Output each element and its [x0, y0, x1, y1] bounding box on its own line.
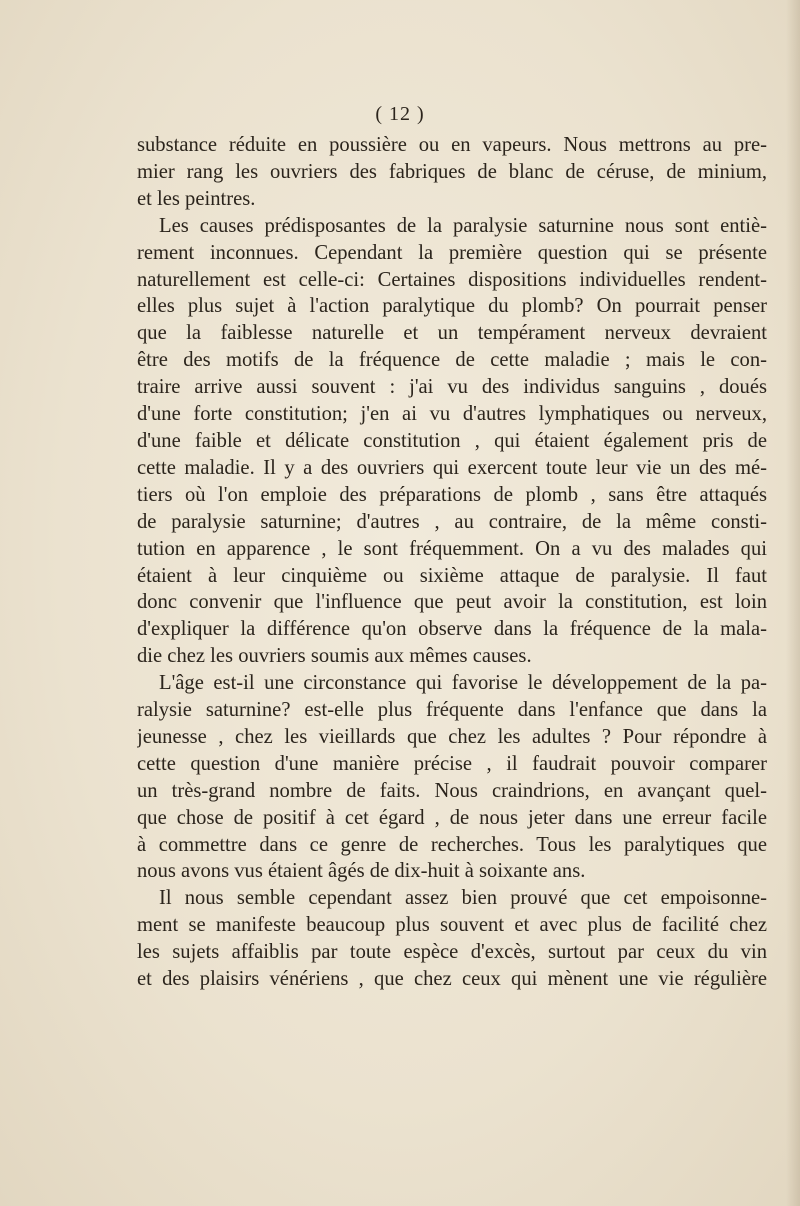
text-line: donc convenir que l'influence que peut avoir la constitution, est loin [137, 591, 767, 614]
text-line: mier rang les ouvriers des fabriques de blanc de céruse, de minium, [137, 160, 767, 183]
text-line: nous avons vus étaient âgés de dix-huit à soixante ans. [137, 860, 586, 883]
body-text [137, 132, 767, 993]
text-line: L'âge est-il une circonstance qui favorise le développement de la pa- [159, 672, 767, 695]
text-line: que la faiblesse naturelle et un tempérament nerveux devraient [137, 322, 767, 345]
text-line: traire arrive aussi souvent : j'ai vu des individus sanguins , doués [137, 376, 767, 399]
text-line: être des motifs de la fréquence de cette maladie ; mais le con- [137, 349, 767, 372]
text-line: tution en apparence , le sont fréquemment. On a vu des malades qui [137, 537, 767, 560]
page-number: ( 12 ) [375, 103, 425, 125]
text-line: les sujets affaiblis par toute espèce d'excès, surtout par ceux du vin [137, 941, 767, 964]
text-line: die chez les ouvriers soumis aux mêmes causes. [137, 645, 532, 668]
text-line: cette maladie. Il y a des ouvriers qui exercent toute leur vie un des mé- [137, 456, 767, 479]
text-line: d'une faible et délicate constitution , qui étaient également pris de [137, 429, 767, 452]
text-line: ment se manifeste beaucoup plus souvent et avec plus de facilité chez [137, 914, 767, 937]
text-line: elles plus sujet à l'action paralytique du plomb? On pourrait penser [137, 295, 767, 318]
text-line: substance réduite en poussière ou en vapeurs. Nous mettrons au pre- [137, 134, 767, 156]
text-line: que chose de positif à cet égard , de nous jeter dans une erreur facile [137, 806, 767, 829]
text-line: jeunesse , chez les vieillards que chez les adultes ? Pour répondre à [137, 725, 767, 748]
text-line: rement inconnues. Cependant la première question qui se présente [137, 241, 767, 264]
text-line: et des plaisirs vénériens , que chez ceux qui mènent une vie régulière [137, 968, 767, 991]
text-line: tiers où l'on emploie des préparations de plomb , sans être attaqués [137, 483, 767, 506]
text-line: un très-grand nombre de faits. Nous craindrions, en avançant quel- [137, 779, 767, 802]
text-line: naturellement est celle-ci: Certaines dispositions individuelles rendent- [137, 268, 767, 291]
text-line: de paralysie saturnine; d'autres , au contraire, de la même consti- [137, 510, 767, 533]
text-line: ralysie saturnine? est-elle plus fréquente dans l'enfance que dans la [137, 699, 767, 722]
text-line: à commettre dans ce genre de recherches. Tous les paralytiques que [137, 833, 767, 856]
text-line: Les causes prédisposantes de la paralysie saturnine nous sont entiè- [159, 214, 767, 237]
text-line: Il nous semble cependant assez bien prouvé que cet empoisonne- [159, 887, 767, 910]
text-line: cette question d'une manière précise , il faudrait pouvoir comparer [137, 752, 767, 775]
text-line: étaient à leur cinquième ou sixième attaque de paralysie. Il faut [137, 564, 767, 587]
text-line: d'une forte constitution; j'en ai vu d'autres lymphatiques ou nerveux, [137, 403, 767, 426]
text-line: d'expliquer la différence qu'on observe dans la fréquence de la mala- [137, 618, 767, 641]
page-edge-shadow [786, 0, 800, 1206]
text-line: et les peintres. [137, 187, 256, 210]
